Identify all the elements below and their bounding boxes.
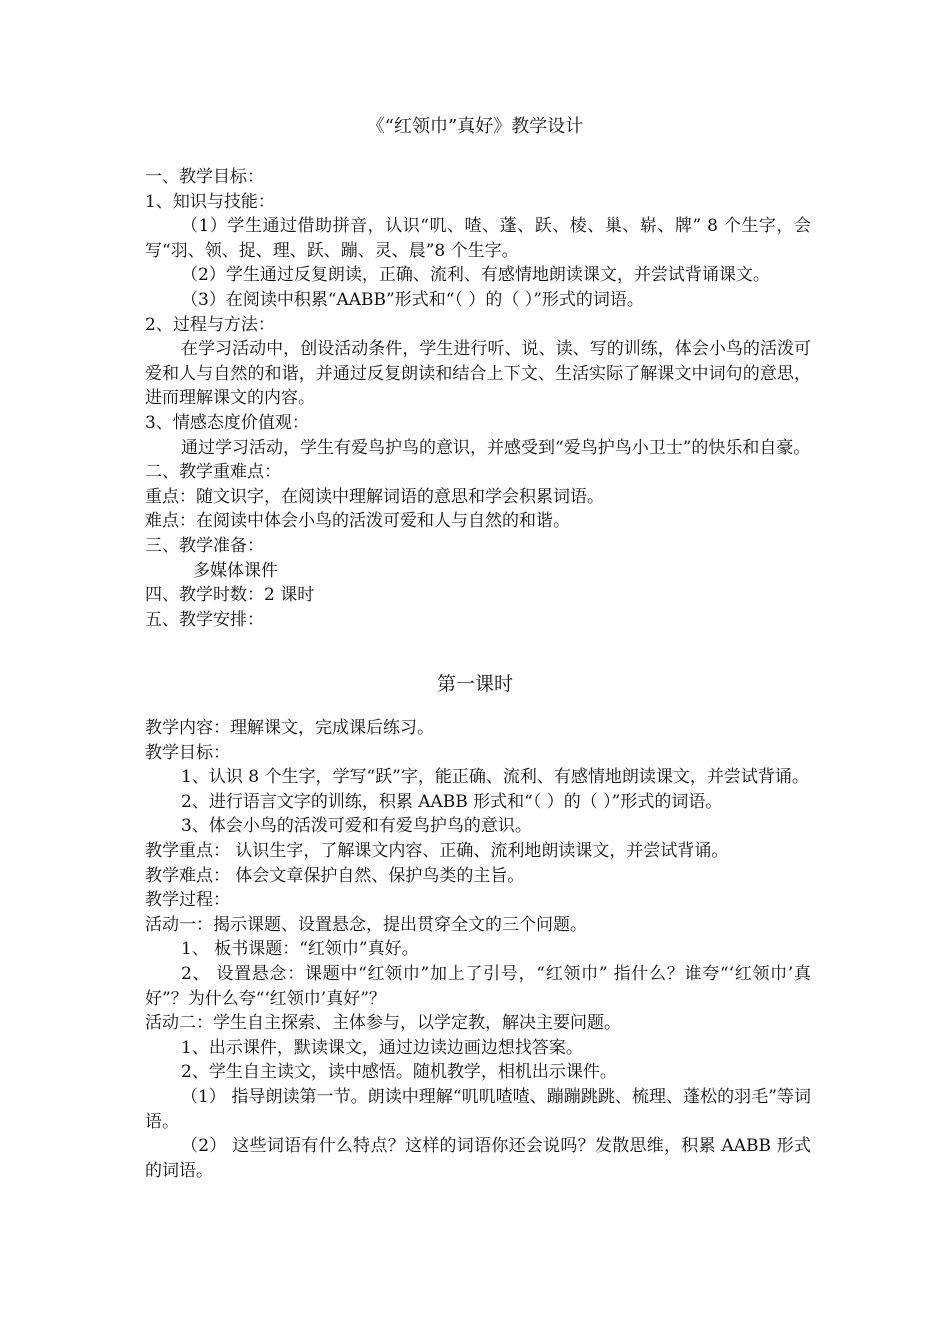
paragraph: 教学难点： 体会文章保护自然、保护鸟类的主旨。 <box>145 865 525 886</box>
paragraph: 重点：随文识字，在阅读中理解词语的意思和学会积累词语。 <box>145 486 604 507</box>
paragraph: （2） 这些词语有什么特点？这样的词语你还会说吗？发散思维，积累 AABB 形式的词语。 <box>145 1136 811 1181</box>
paragraph: 在学习活动中，创设活动条件，学生进行听、说、读、写的训练，体会小鸟的活泼可爱和人与自然的和谐，并通过反复朗读和结合上下文、生活实际了解课文中词句的意思，进而理解课文的内容。 <box>145 339 811 409</box>
paragraph: 2、学生自主读文，读中感悟。随机教学，相机出示课件。 <box>181 1062 617 1083</box>
paragraph: 1、 板书课题：“红领巾”真好。 <box>181 939 419 960</box>
paragraph: （2）学生通过反复朗读，正确、流利、有感情地朗读课文，并尝试背诵课文。 <box>181 265 770 286</box>
paragraph: 活动一：揭示课题、设置悬念，提出贯穿全文的三个问题。 <box>145 914 587 935</box>
paragraph: 教学内容：理解课文，完成课后练习。 <box>145 718 434 738</box>
paragraph: 3、情感态度价值观： <box>145 412 309 433</box>
paragraph: 1、出示课件，默读课文，通过边读边画边想找答案。 <box>181 1037 583 1058</box>
paragraph: 1、认识 8 个生字，学写“跃”字，能正确、流利、有感情地朗读课文，并尝试背诵。 <box>181 767 809 788</box>
lesson-subtitle: 第一课时 <box>436 673 513 695</box>
paragraph: 三、教学准备： <box>145 535 264 556</box>
paragraph: 难点：在阅读中体会小鸟的活泼可爱和人与自然的和谐。 <box>145 511 570 532</box>
section-first-lesson <box>145 716 811 1183</box>
paragraph: 3、体会小鸟的活泼可爱和有爱鸟护鸟的意识。 <box>181 816 532 837</box>
paragraph: 教学重点： 认识生字，了解课文内容、正确、流利地朗读课文，并尝试背诵。 <box>145 840 729 861</box>
paragraph: 2、 设置悬念：课题中“红领巾”加上了引号，“红领巾” 指什么？谁夸“‘红领巾’真好”？为什么夸“‘红领巾’真好”？ <box>145 963 811 1009</box>
document-title: 《“红领巾”真好》教学设计 <box>366 116 584 137</box>
paragraph: 2、过程与方法： <box>145 314 275 335</box>
paragraph: 教学目标： <box>145 742 230 763</box>
paragraph: 多媒体课件 <box>193 560 278 581</box>
paragraph: （1） 指导朗读第一节。朗读中理解“叽叽喳喳、蹦蹦跳跳、梳理、蓬松的羽毛”等词语。 <box>145 1086 811 1132</box>
paragraph: 五、教学安排： <box>145 609 264 630</box>
paragraph: 1、知识与技能： <box>145 191 275 212</box>
paragraph: 一、教学目标： <box>145 167 264 187</box>
paragraph: 教学过程： <box>145 890 230 911</box>
paragraph: 活动二：学生自主探索、主体参与，以学定教，解决主要问题。 <box>145 1013 621 1034</box>
paragraph: 通过学习活动，学生有爱鸟护鸟的意识，并感受到“爱鸟护鸟小卫士”的快乐和自豪。 <box>181 437 811 458</box>
paragraph: 二、教学重难点： <box>145 462 281 483</box>
paragraph: 四、教学时数：2 课时 <box>145 585 315 606</box>
paragraph: 2、进行语言文字的训练，积累 AABB 形式和“（ ）的（ ）”形式的词语。 <box>181 791 723 812</box>
paragraph: （3）在阅读中积累“AABB”形式和“（ ）的（ ）”形式的词语。 <box>181 289 644 310</box>
section-teaching-plan <box>145 165 811 632</box>
paragraph: （1）学生通过借助拼音，认识“叽、喳、蓬、跃、棱、巢、崭、牌” 8 个生字，会写“羽、领、捉、理、跃、蹦、灵、晨”8 个生字。 <box>145 216 811 261</box>
